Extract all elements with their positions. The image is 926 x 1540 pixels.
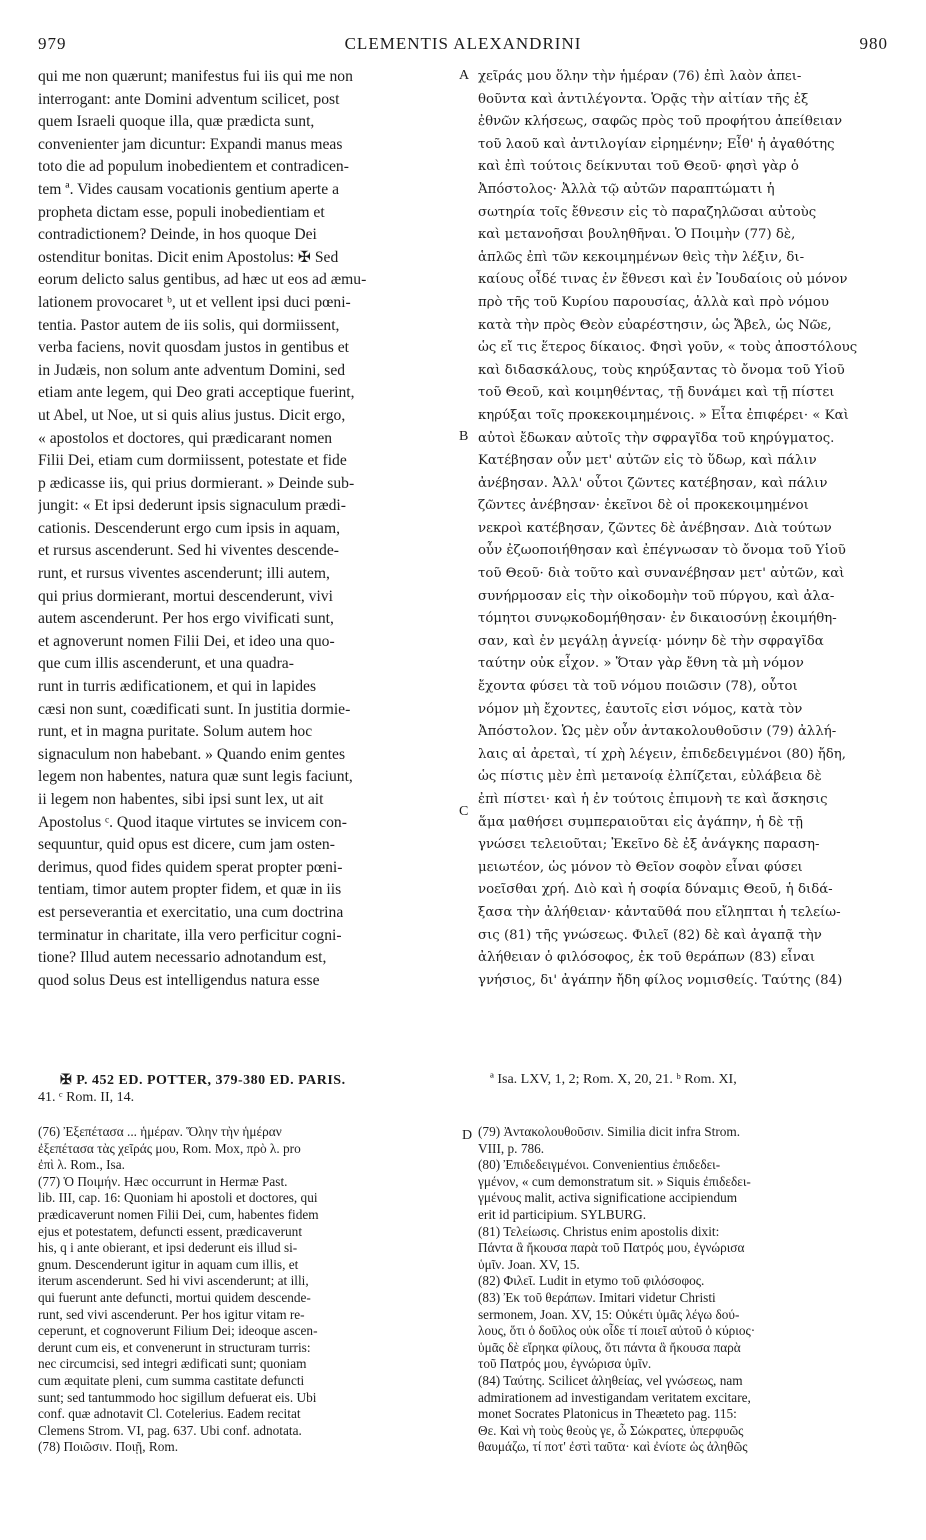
text-line: terminatur in charitate, illa vero perficitur cogni- [38,926,342,944]
text-line: et agnoverunt nomen Filii Dei, et ideo una quo- [38,632,335,650]
text-line: eorum delicto salus gentibus, ad hæc ut eos ad æmu- [38,271,367,289]
footnote-line: (80) Ἐπιδεδειγμένοι. Convenientius ἐπιδεδει- [478,1157,721,1173]
scripture-reference-continued: 41. ᶜ Rom. II, 14. [38,1090,135,1105]
text-line: χεῖράς μου ὅλην τὴν ἡμέραν (76) ἐπὶ λαὸν ἀπει- [478,69,802,84]
footnote-line: ἐξεπέτασα τὰς χεῖράς μου, Rom. Mox, πρὸ λ. pro [38,1140,301,1156]
text-line: etiam ante legem, qui Deo grati acceptique fuerint, [38,384,355,402]
text-line: καίους οἶδέ τινας ἐν ἔθνεσι καὶ ἐν Ἰουδαίοις οὐ μόνον [478,272,848,288]
footnote-line: cum æquitate pleni, cum summa castitate defuncti [38,1372,305,1388]
text-line: ἁπλῶς ἐπὶ τῶν κεκοιμημένων θεὶς τὴν λέξιν, δι- [478,249,805,265]
footnote-line: sermonem, Joan. XV, 15: Οὐκέτι ὑμᾶς λέγω δού- [478,1306,740,1322]
footnote-line: erit id participium. SYLBURG. [478,1206,647,1222]
footnote-line: iterum ascenderunt. Sed hi vivi ascenderunt; at illi, [38,1273,309,1289]
text-line: λαις αἱ ἀρεταὶ, τί χρὴ λέγειν, ἐπιδεδειγμένοι (80) ἤδη, [478,746,846,762]
footnote-line: (78) Ποιῶσιν. Ποιῇ, Rom. [38,1439,179,1455]
text-line: sequuntur, quid opus est dicere, cum jam osten- [38,836,335,854]
text-line: Ἀπόστολον. Ὡς μὲν οὖν ἀντακολουθοῦσιν (79) ἀλλή- [478,724,837,740]
text-line: καὶ διδασκάλους, τοὺς κηρύξαντας τὸ ὄνομα τοῦ Υἱοῦ [478,362,845,378]
text-line: lationem provocaret ᵇ, ut et vellent ipsi duci pœni- [38,293,351,311]
text-line: ταύτην οὐκ εἶχον. » Ὅταν γὰρ ἔθνη τὰ μὴ νόμον [478,656,804,672]
text-line: cationis. Descenderunt ergo cum ipsis in aquam, [38,519,340,537]
footnote-line: Θε. Καὶ νὴ τοὺς θεοὺς γε, ὦ Σώκρατες, ὑπερφυῶς [478,1422,744,1438]
text-line: runt in turris ædificationem, et qui in lapides [38,678,317,696]
text-line: τοῦ Θεοῦ· διὰ τοῦτο καὶ συνανέβησαν μετ' αὐτῶν, καὶ [478,566,845,582]
footnote-line: ejus et potestatem, defuncti essent, prædicaverunt [38,1223,303,1239]
footnote-line: (79) Ἀντακολουθοῦσιν. Similia dicit infra Strom. [478,1124,741,1139]
text-line: νόμον μὴ ἔχοντες, ἑαυτοῖς εἰσι νόμος, κατὰ τὸν [478,701,803,717]
text-line: ii legem non habentes, sibi ipsi sunt lex, ut ait [38,791,324,808]
text-line: qui prius dormierant, mortui descenderunt, vivi [38,587,333,605]
text-line: μειωτέον, ὡς μόνον τὸ Θεῖον σοφὸν εἶναι φύσει [478,859,803,875]
text-line: ἅμα μαθήσει συμπεραιοῦται εἰς ἀγάπην, ἡ δὲ τῇ [478,814,803,830]
text-line: tentia. Pastor autem de iis solis, qui dormiissent, [38,316,340,334]
text-line: est perseverantia et exercitatio, una cum doctrina [38,903,344,921]
text-line: σις (81) τῆς γνώσεως. Φιλεῖ (82) δὲ καὶ ἀγαπᾷ τὴν [478,927,822,943]
text-line: legem non habentes, natura quæ sunt legis faciunt, [38,768,353,786]
text-line: signaculum non habebant. » Quando enim gentes [38,745,346,763]
footnote-line: lib. III, cap. 16: Quoniam hi apostoli et doctores, qui [38,1190,318,1206]
text-line: Ἀπόστολος· Ἀλλὰ τῷ αὐτῶν παραπτώματι ἡ [478,181,775,197]
text-line: σωτηρία τοῖς ἔθνεσιν εἰς τὸ παραζηλῶσαι αὐτοὺς [478,204,817,220]
footnote-line: his, q i ante obierant, et ipsi dederunt eis illud si- [38,1240,298,1256]
text-line: « apostolos et doctores, qui prædicarant nomen [38,429,333,447]
text-line: οὖν ἐζωοποιήθησαν καὶ ἐπέγνωσαν τὸ ὄνομα τοῦ Υἱοῦ [478,543,846,559]
text-line: τοῦ Θεοῦ, καὶ κοιμηθέντας, τῇ δυνάμει καὶ τῇ πίστει [478,385,835,401]
text-line: ut Abel, ut Noe, ut si quis alius justus. Dicit ergo, [38,406,346,424]
footnote-line: λους, ὅτι ὁ δοῦλος οὐκ οἶδε τί ποιεῖ αὐτοῦ ὁ κύριος· [478,1323,756,1339]
page-number-left: 979 [38,34,67,53]
text-line: jungit: « Et ipsi dederunt ipsis signaculum prædi- [38,497,346,515]
text-line: νεκροὶ κατέβησαν, ζῶντες δὲ ἀνέβησαν. Διὰ τούτων [478,520,832,536]
text-line: γνήσιος, δι' ἀγάπην ἤδη φίλος νομισθείς. Ταύτης (84) [478,972,843,988]
text-line: νοεῖσθαι χρή. Διὸ καὶ ἡ σοφία δύναμις Θεοῦ, ἡ διδά- [478,882,833,898]
footnote-line: (77) Ὁ Ποιμήν. Hæc occurrunt in Hermæ Past. [38,1173,288,1189]
text-line: ἔχοντα φύσει τὰ τοῦ νόμου ποιῶσιν (78), οὗτοι [478,679,798,695]
footnote-line: VIII, p. 786. [478,1140,545,1156]
text-line: ostenditur bonitas. Dicit enim Apostolus: ✠ Sed [38,248,339,266]
footnote-line: ὑμᾶς δὲ εἴρηκα φίλους, ὅτι πάντα ἃ ἤκουσα παρὰ [478,1339,741,1355]
footnote-line: τοῦ Πατρός μου, ἐγνώρισα ὑμῖν. [478,1356,652,1372]
text-line: σαν, καὶ ἐν μεγάλῃ ἁγνείᾳ· μόνην δὲ τὴν σφραγῖδα [478,633,824,649]
text-line: contradictionem? Deinde, in hos quoque Dei [38,226,317,244]
footnote-line: ἐπὶ λ. Rom., Isa. [38,1157,125,1173]
text-line: que cum illis ascenderunt, et una quadra- [38,655,294,673]
footnote-line: derunt cum eis, et convenerunt in structuram turris: [38,1339,311,1355]
potter-reference: ✠ P. 452 ED. POTTER, 379-380 ED. PARIS. [60,1073,346,1088]
text-line: propheta dictam esse, populi inobedientiam et [38,203,325,221]
footnote-line: qui fuerunt ante defuncti, mortui quidem descende- [38,1289,311,1305]
footnote-line: gnum. Descenderunt igitur in aquam cum illis, et [38,1256,299,1272]
text-line: derimus, quod fides quidem sperat propter pœni- [38,858,343,876]
margin-letter-a: A [459,68,470,83]
text-line: ἐπὶ πίστει· καὶ ἡ ἐν τούτοις ἐπιμονὴ τε καὶ ἄσκησις [478,792,828,807]
footnote-line: γμένους malit, activa significatione accipiendum [478,1190,738,1206]
text-line: ζῶντες ἀνέβησαν· ἐκεῖνοι δὲ οἱ προκεκοιμημένοι [478,498,809,514]
footnote-line: runt, sed vivi ascenderunt. Per hos igitur vitam re- [38,1306,305,1322]
footnote-line: Πάντα ἃ ἤκουσα παρὰ τοῦ Πατρός μου, ἐγνώρισα [478,1240,745,1256]
text-line: Filii Dei, etiam cum dormiissent, potestate et fide [38,452,347,470]
text-line: καὶ ἐπὶ τούτοις δείκνυται τοῦ Θεοῦ· φησὶ γὰρ ὁ [478,159,799,175]
footnote-line: γμένον, « cum demonstratum sit. » Siquis ἐπιδεδει- [478,1173,751,1189]
footnote-line: (83) Ἐκ τοῦ θεράπων. Imitari videtur Christi [478,1289,716,1305]
footnotes-left [38,1124,458,1456]
footnote-line: prædicaverunt nomen Filii Dei, cum, habentes fidem [38,1206,319,1222]
text-line: convenienter jam dicuntur: Expandi manus meas [38,135,343,153]
text-line: tione? Illud autem necessario adnotandum est, [38,949,327,967]
page-number-right: 980 [859,34,888,53]
text-line: runt, et in magna puritate. Solum autem hoc [38,723,313,741]
text-line: ξασα τὴν ἀλήθειαν· κἀνταῦθά που εἴληπται ἡ τελείω- [478,904,841,920]
text-line: ὡς πίστις μὲν ἐπὶ μετανοίᾳ ἐλπίζεται, εὐλάβεια δὲ [478,769,822,785]
text-line: cæsi non sunt, coædificati sunt. In justitia dormie- [38,700,351,718]
text-line: in Judæis, non solum ante adventum Domini, sed [38,361,346,379]
greek-text-column [478,66,890,992]
footnote-line: ceperunt, et cognoverunt Filium Dei; ideoque ascen- [38,1323,318,1339]
text-line: tentiam, timor autem propter fidem, et quæ in iis [38,881,342,899]
text-line: qui me non quærunt; manifestus fui iis qui me non [38,68,353,85]
text-line: Κατέβησαν οὖν μετ' αὐτῶν εἰς τὸ ὕδωρ, καὶ πάλιν [478,453,817,469]
footnote-line: ὑμῖν. Joan. XV, 15. [478,1256,580,1272]
margin-letter-d: D [462,1128,473,1143]
text-line: ὡς εἴ τις ἕτερος δίκαιος. Φησὶ γοῦν, « τοὺς ἀποστόλους [478,340,858,356]
text-line: runt, et rursus viventes ascenderunt; illi autem, [38,565,330,583]
footnote-line: nec circumcisi, sed integri ædificati sunt; quoniam [38,1356,307,1372]
text-line: κατὰ τὴν πρὸς Θεὸν εὐαρέστησιν, ὡς Ἄβελ, ὡς Νῶε, [478,317,832,333]
text-line: p ædicasse iis, qui prius dormierant. » Deinde sub- [38,474,355,492]
text-line: et rursus ascenderunt. Sed hi viventes descende- [38,542,339,560]
text-line: interrogant: ante Domini adventum scilicet, post [38,90,340,108]
text-line: κηρύξαι τοῖς προκεκοιμημένοις. » Εἶτα ἐπιφέρει· « Καὶ [478,407,849,423]
text-line: αὐτοὶ ἔδωκαν αὐτοῖς τὴν σφραγῖδα τοῦ κηρύγματος. [478,430,835,446]
page-header [38,34,888,58]
footnote-line: conf. quæ adnotavit Cl. Cotelerius. Eadem recitat [38,1406,301,1422]
margin-letter-c: C [459,804,469,819]
margin-letter-b: B [459,429,469,444]
text-line: quod solus Deus est intelligendus natura esse [38,971,320,989]
footnote-line: monet Socrates Platonicus in Theæteto pag. 115: [478,1406,737,1422]
footnote-line: (82) Φιλεῖ. Ludit in etymo τοῦ φιλόσοφος. [478,1273,705,1289]
footnote-line: θαυμάζω, τί ποτ' ἐστὶ ταῦτα· καὶ ἐνίοτε ὡς ἀληθῶς [478,1439,748,1455]
latin-text-column [38,66,452,992]
text-line: τόμητοι συνῳκοδομήθησαν· ἐν δικαιοσύνῃ ἐκοιμήθη- [478,611,837,627]
text-line: verba faciens, novit quosdam justos in gentibus et [38,339,349,357]
text-line: θοῦντα καὶ ἀντιλέγοντα. Ὁρᾷς τὴν αἰτίαν τῆς ἐξ [478,91,809,107]
footnote-line: admirationem ad investigandam veritatem excitare, [478,1389,751,1405]
footnote-line: (84) Ταύτης. Scilicet ἀληθείας, vel γνώσεως, nam [478,1372,743,1388]
text-line: autem ascenderunt. Per hos ergo vivificati sunt, [38,610,334,628]
text-line: γνώσει τελειοῦται; Ἐκεῖνο δὲ ἐξ ἀνάγκης παραση- [478,837,820,853]
text-line: καὶ μετανοῆσαι βουληθῆναι. Ὁ Ποιμὴν (77) δὲ, [478,227,796,243]
text-line: ἐθνῶν κλήσεως, σαφῶς πρὸς τοῦ προφήτου ἀπείθειαν [478,114,843,130]
footnote-line: sunt; sed tantummodo hoc sigillum defuerat eis. Ubi [38,1389,317,1405]
footnote-line: Clemens Strom. VI, pag. 637. Ubi conf. adnotata. [38,1422,302,1438]
footnote-line: (81) Τελείωσις. Christus enim apostolis dixit: [478,1223,720,1239]
scripture-references: ª Isa. LXV, 1, 2; Rom. X, 20, 21. ᵇ Rom. XI, [490,1072,737,1087]
text-line: ἀλήθειαν ὁ φιλόσοφος, ἐκ τοῦ θεράπων (83) εἶναι [478,950,816,966]
text-line: tem ª. Vides causam vocationis gentium aperte a [38,180,340,198]
text-line: τοῦ λαοῦ καὶ ἀντιλογίαν εἰρημένην; Εἶθ' ἡ ἀγαθότης [478,136,835,152]
text-line: συνήρμοσαν εἰς τὴν οἰκοδομὴν τοῦ πύργου, καὶ ἀλα- [478,588,835,604]
text-line: πρὸ τῆς τοῦ Κυρίου παρουσίας, ἀλλὰ καὶ πρὸ νόμου [478,294,829,310]
text-line: ἀνέβησαν. Ἀλλ' οὗτοι ζῶντες κατέβησαν, καὶ πάλιν [478,475,828,491]
text-line: toto die ad populum inobedientem et contradicen- [38,158,349,176]
footnotes-right [478,1124,890,1456]
running-title: CLEMENTIS ALEXANDRINI [344,34,582,53]
footnote-line: (76) Ἐξεπέτασα ... ἡμέραν. Ὅλην τὴν ἡμέραν [38,1124,282,1139]
text-line: Apostolus ᶜ. Quod itaque virtutes se invicem con- [38,813,347,831]
text-line: quem Israeli quoque illa, quæ prædicta sunt, [38,113,315,131]
